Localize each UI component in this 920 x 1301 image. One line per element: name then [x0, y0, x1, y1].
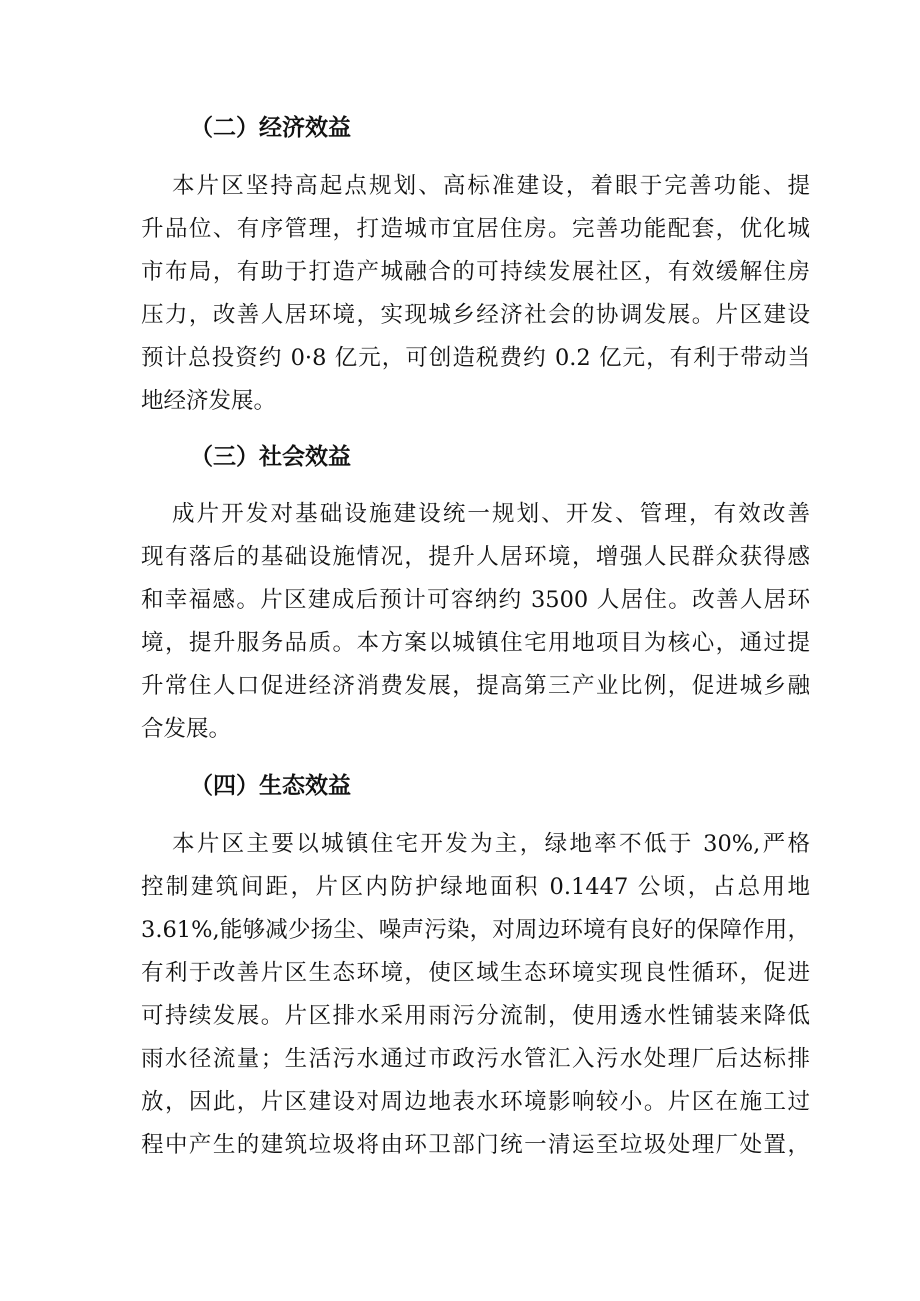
paragraph-line: 控制建筑间距，片区内防护绿地面积 0.1447 公顷，占总用地	[141, 874, 810, 900]
paragraph-line: 市布局，有助于打造产城融合的可持续发展社区，有效缓解住房	[141, 259, 810, 285]
paragraph-line: 可持续发展。片区排水采用雨污分流制，使用透水性铺装来降低	[141, 1003, 810, 1029]
paragraph-line: 升常住人口促进经济消费发展，提高第三产业比例，促进城乡融	[141, 673, 810, 699]
paragraph-line: 和幸福感。片区建成后预计可容纳约 3500 人居住。改善人居环	[141, 587, 810, 613]
paragraph-line: 升品位、有序管理，打造城市宜居住房。完善功能配套，优化城	[141, 216, 810, 242]
paragraph-line: 地经济发展。	[141, 388, 277, 414]
paragraph-line: 成片开发对基础设施建设统一规划、开发、管理，有效改善	[172, 501, 810, 527]
paragraph-line: 本片区主要以城镇住宅开发为主，绿地率不低于 30%,严格	[172, 831, 810, 857]
paragraph-line: 放，因此，片区建设对周边地表水环境影响较小。片区在施工过	[141, 1089, 810, 1115]
paragraph-line: 压力，改善人居环境，实现城乡经济社会的协调发展。片区建设	[141, 302, 810, 328]
paragraph-line: 现有落后的基础设施情况，提升人居环境，增强人民群众获得感	[141, 544, 810, 570]
section-heading-ecological: （四）生态效益	[190, 773, 351, 799]
paragraph-line: 境，提升服务品质。本方案以城镇住宅用地项目为核心，通过提	[141, 630, 810, 656]
paragraph-line: 有利于改善片区生态环境，使区域生态环境实现良性循环，促进	[141, 960, 810, 986]
section-heading-social: （三）社会效益	[190, 444, 351, 470]
paragraph-line: 3.61%,能够减少扬尘、噪声污染，对周边环境有良好的保障作用，	[141, 917, 810, 943]
paragraph-line: 程中产生的建筑垃圾将由环卫部门统一清运至垃圾处理厂处置，	[141, 1132, 810, 1158]
paragraph-line: 合发展。	[141, 716, 232, 742]
paragraph-line: 预计总投资约 0·8 亿元，可创造税费约 0.2 亿元，有利于带动当	[141, 345, 810, 371]
section-heading-economic: （二）经济效益	[190, 115, 351, 141]
paragraph-line: 雨水径流量；生活污水通过市政污水管汇入污水处理厂后达标排	[141, 1046, 810, 1072]
paragraph-line: 本片区坚持高起点规划、高标准建设，着眼于完善功能、提	[172, 173, 810, 199]
